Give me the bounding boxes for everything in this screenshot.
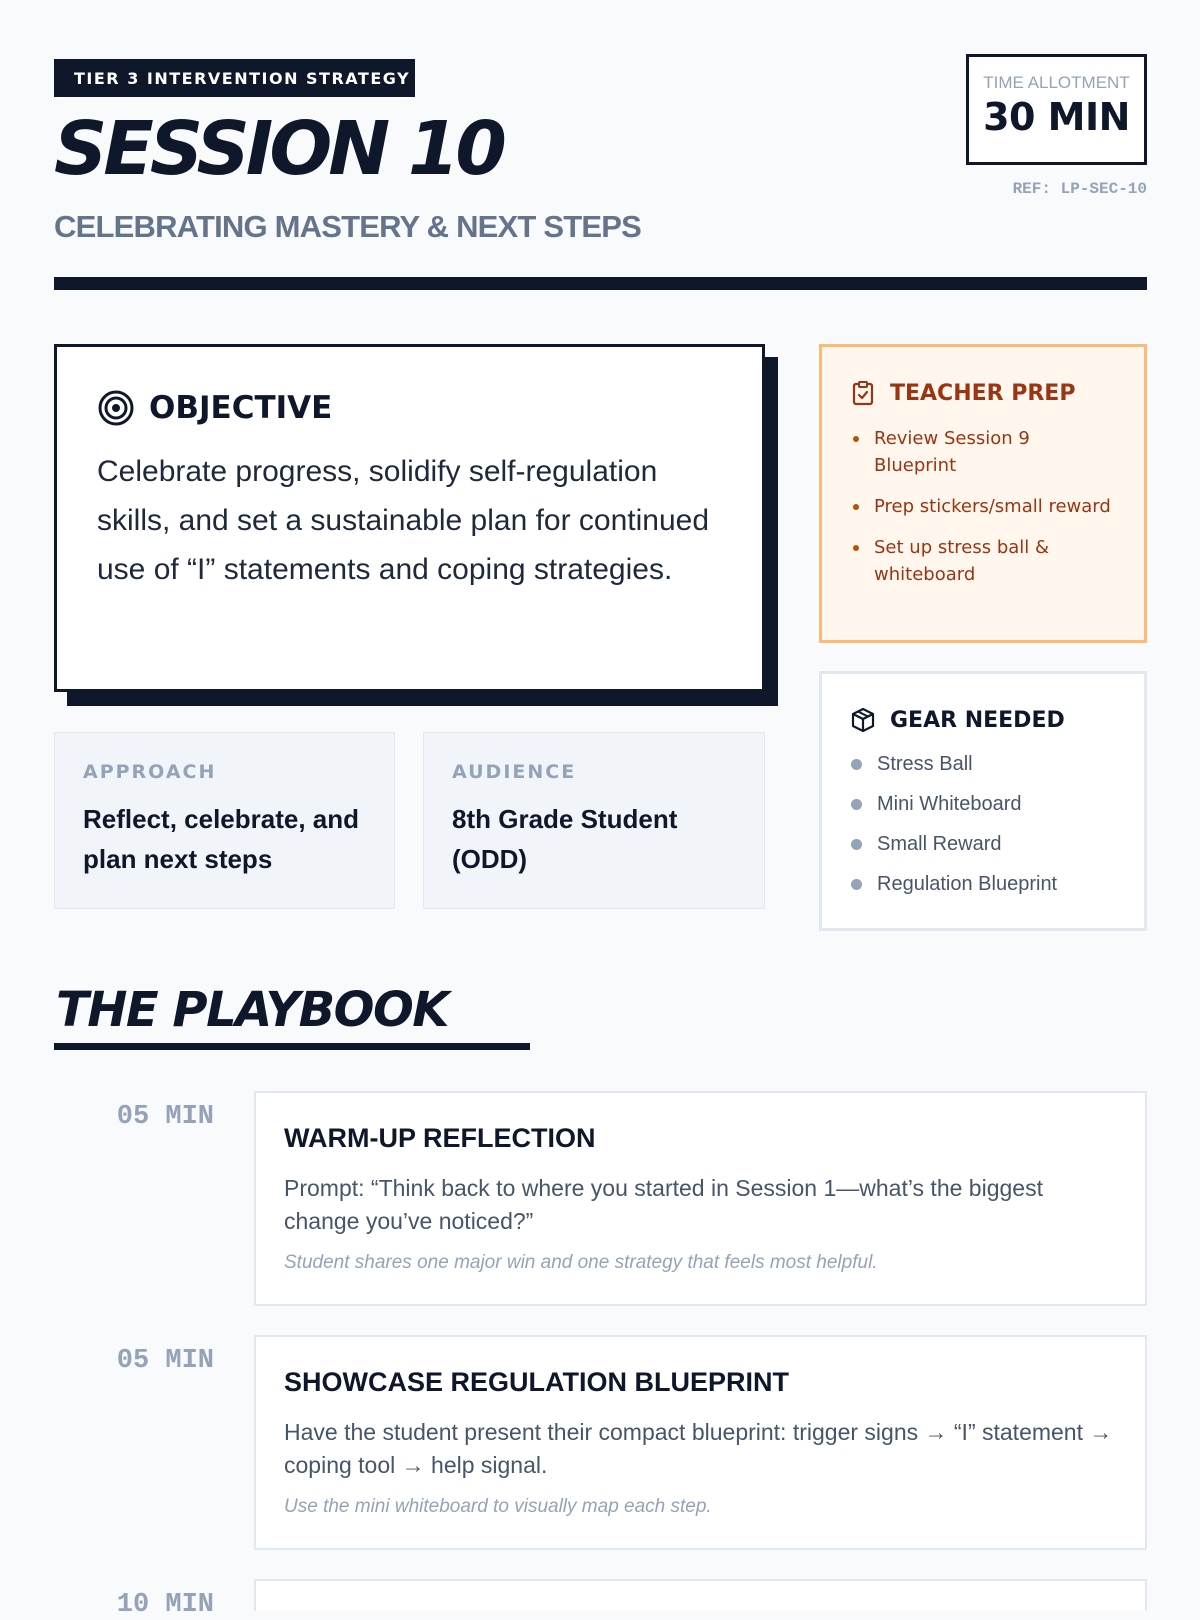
step-description: Prompt: “Think back to where you started in Session 1—what’s the biggest change you’ve noticed?” (284, 1175, 1043, 1234)
step-card (254, 1335, 1147, 1550)
objective-text: Celebrate progress, solidify self-regulation skills, and set a sustainable plan for continued use of “I” statements and coping strategies. (97, 455, 710, 586)
clipboard-icon (850, 380, 876, 406)
box-icon (850, 707, 876, 733)
playbook-title: THE PLAYBOOK (56, 982, 448, 1038)
list-item: Stress Ball (850, 744, 1116, 784)
list-item: Mini Whiteboard (850, 784, 1116, 824)
approach-label: APPROACH (83, 761, 217, 783)
time-allotment-label: TIME ALLOTMENT (983, 73, 1130, 92)
time-allotment-value: 30 MIN (983, 95, 1130, 139)
session-subtitle: CELEBRATING MASTERY & NEXT STEPS (54, 209, 641, 244)
tier-badge: TIER 3 INTERVENTION STRATEGY (54, 59, 415, 97)
header-divider (54, 277, 1147, 290)
gear-needed-header (850, 702, 1116, 738)
teacher-prep-card (819, 344, 1147, 643)
approach-box (54, 732, 395, 909)
step-note: Use the mini whiteboard to visually map each step. (284, 1496, 712, 1517)
lesson-plan-page (54, 0, 1147, 1620)
list-item: Prep stickers/small reward (850, 493, 1116, 520)
objective-card (54, 344, 765, 692)
step-title: WARM-UP REFLECTION (284, 1123, 596, 1153)
audience-label: AUDIENCE (452, 761, 577, 783)
step-card (254, 1091, 1147, 1306)
step-time: 10 MIN (116, 1590, 214, 1620)
teacher-prep-title: TEACHER PREP (890, 380, 1076, 406)
list-item: Small Reward (850, 824, 1116, 864)
step-description: Have the student present their compact blueprint: trigger signs → “I” statement → coping tool → help signal. (284, 1419, 1113, 1478)
gear-needed-card (819, 671, 1147, 931)
session-title: SESSION 10 (54, 106, 503, 192)
teacher-prep-list (850, 425, 1116, 588)
list-item: Review Session 9 Blueprint (850, 425, 1116, 479)
reference-code: REF: LP-SEC-10 (1012, 180, 1147, 198)
target-icon (97, 389, 135, 427)
step-time: 05 MIN (116, 1346, 214, 1376)
objective-header (97, 387, 722, 429)
objective-title: OBJECTIVE (149, 390, 333, 426)
step-card (254, 1579, 1147, 1611)
audience-box (423, 732, 765, 909)
list-item: Regulation Blueprint (850, 864, 1116, 904)
step-title: SHOWCASE REGULATION BLUEPRINT (284, 1367, 789, 1397)
playbook-underline (54, 1043, 530, 1050)
step-note: Student shares one major win and one strategy that feels most helpful. (284, 1252, 878, 1273)
time-allotment-box (966, 54, 1147, 165)
teacher-prep-header (850, 375, 1116, 411)
gear-needed-list (850, 744, 1116, 904)
gear-needed-title: GEAR NEEDED (890, 707, 1065, 733)
approach-value: Reflect, celebrate, and plan next steps (83, 804, 359, 874)
audience-value: 8th Grade Student (ODD) (452, 804, 678, 874)
step-time: 05 MIN (116, 1102, 214, 1132)
list-item: Set up stress ball & whiteboard (850, 534, 1116, 588)
